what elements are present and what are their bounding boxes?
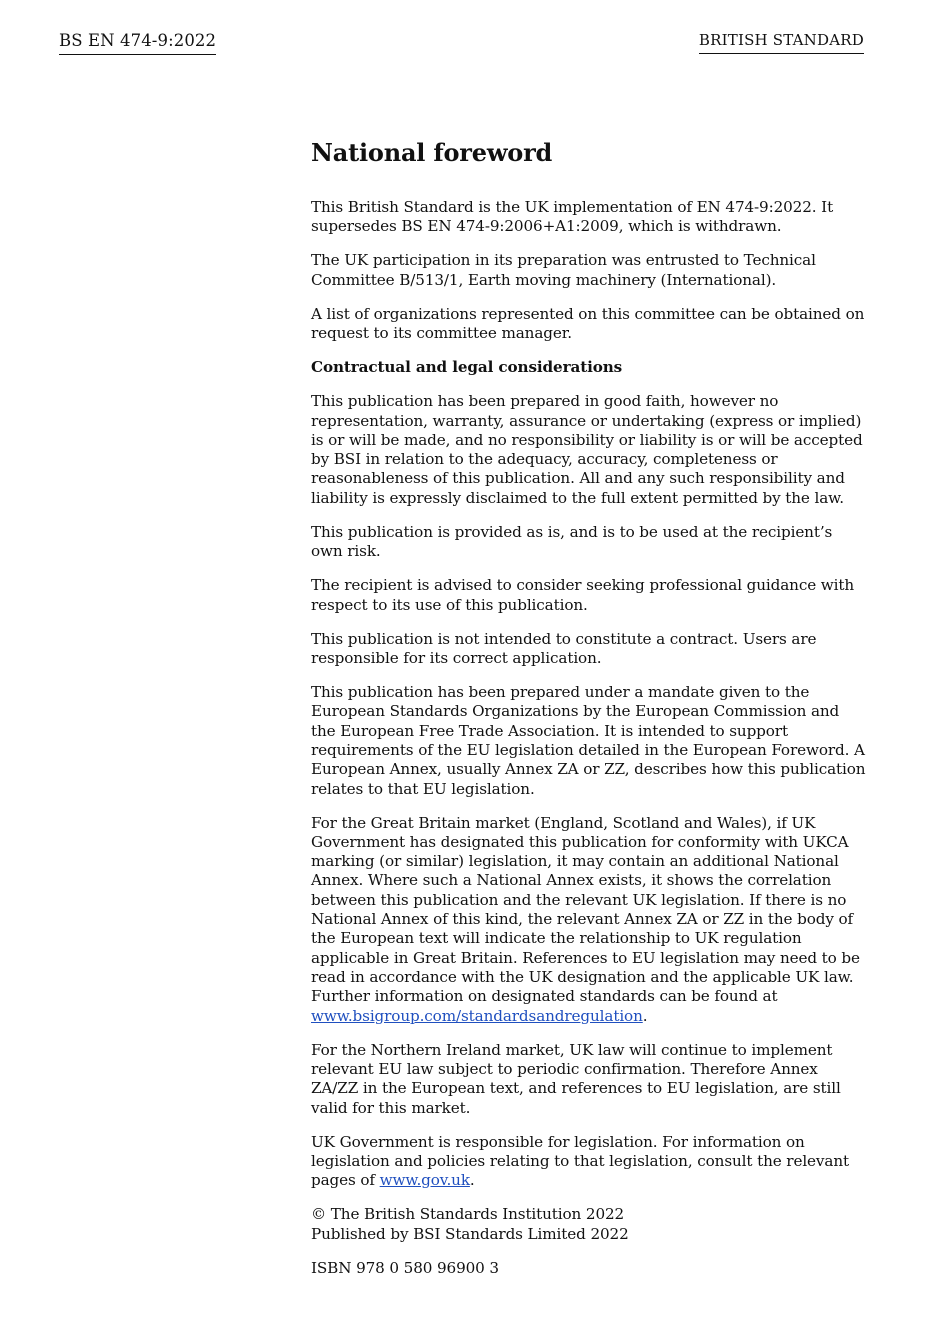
isbn-line: ISBN 978 0 580 96900 3	[311, 1258, 499, 1277]
header-series-label: BRITISH STANDARD	[699, 31, 864, 54]
paragraph-uk-government	[311, 1133, 867, 1191]
paragraph-uk-government-text: UK Government is responsible for legislation. For information on legislation and policies relating to that legislation, consult the relevant pages of	[311, 1132, 849, 1190]
subheading-contractual: Contractual and legal considerations	[311, 358, 623, 377]
gov-uk-link[interactable]: www.gov.uk	[379, 1171, 470, 1190]
foreword-body	[311, 138, 867, 1293]
page-title: National foreword	[311, 138, 553, 167]
paragraph-implementation: This British Standard is the UK implementation of EN 474-9:2022. It supersedes BS EN 474-9:2006+A1:2009, which is withdrawn.	[311, 198, 834, 236]
paragraph-not-contract: This publication is not intended to constitute a contract. Users are responsible for its correct application.	[311, 629, 817, 667]
publisher-line: Published by BSI Standards Limited 2022	[311, 1224, 629, 1243]
bsigroup-link[interactable]: www.bsigroup.com/standardsandregulation	[311, 1006, 643, 1025]
header-document-id: BS EN 474-9:2022	[59, 31, 216, 55]
paragraph-great-britain-text: For the Great Britain market (England, Scotland and Wales), if UK Government has designated this publication for conformity with UKCA marking (or similar) legislation, it may contain an additional National Annex. Where such a National Annex exists, it shows the correlation between this publication and the relevant UK legislation. If there is no National Annex of this kind, the relevant Annex ZA or ZZ in the body of the European text will indicate the relationship to UK regulation applicable in Great Britain. References to EU legislation may need to be read in accordance with the UK designation and the applicable UK law. Further information on designated standards can be found at	[311, 813, 860, 1006]
paragraph-northern-ireland: For the Northern Ireland market, UK law will continue to implement relevant EU law subject to periodic confirmation. Therefore Annex ZA/ZZ in the European text, and references to EU legislation, are still valid for this market.	[311, 1040, 841, 1117]
paragraph-mandate: This publication has been prepared under a mandate given to the European Standards Organizations by the European Commission and the European Free Trade Association. It is intended to support requirements of the EU legislation detailed in the European Foreword. A European Annex, usually Annex ZA or ZZ, describes how this publication relates to that EU legislation.	[311, 683, 866, 798]
paragraph-guidance: The recipient is advised to consider seeking professional guidance with respect to its use of this publication.	[311, 576, 855, 614]
paragraph-own-risk: This publication is provided as is, and is to be used at the recipient’s own risk.	[311, 522, 833, 561]
paragraph-great-britain-end: .	[642, 1006, 648, 1025]
paragraph-great-britain	[311, 814, 867, 1026]
paragraph-committee: The UK participation in its preparation was entrusted to Technical Committee B/513/1, Earth moving machinery (International).	[311, 251, 816, 289]
paragraph-organizations: A list of organizations represented on this committee can be obtained on request to its committee manager.	[311, 304, 865, 343]
paragraph-good-faith: This publication has been prepared in good faith, however no representation, warranty, assurance or undertaking (express or implied) is or will be made, and no responsibility or liability is or will be accepted by BSI in relation to the adequacy, accuracy, completeness or reasonableness of this publication. All and any such responsibility and liability is expressly disclaimed to the full extent permitted by the law.	[311, 392, 863, 507]
copyright-line: © The British Standards Institution 2022	[311, 1205, 625, 1224]
copyright-block	[311, 1205, 867, 1244]
paragraph-uk-government-end: .	[469, 1171, 475, 1190]
